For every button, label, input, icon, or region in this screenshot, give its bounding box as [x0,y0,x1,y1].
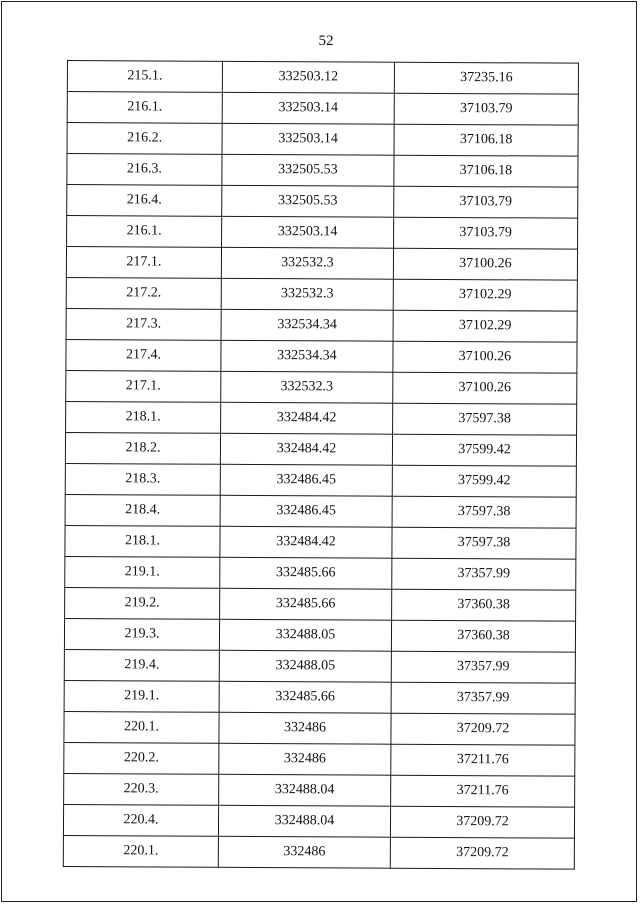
y-coordinate-cell: 37209.72 [390,837,574,869]
x-coordinate-cell: 332532.3 [221,371,393,403]
table-row [65,432,576,466]
x-coordinate-cell: 332486 [219,712,391,744]
y-coordinate-cell: 37106.18 [394,155,578,187]
y-coordinate-cell: 37103.79 [394,93,578,125]
x-coordinate-cell: 332534.34 [221,340,393,372]
x-coordinate-cell: 332488.04 [219,774,391,806]
table-row [67,123,578,157]
y-coordinate-cell: 37103.79 [394,217,578,249]
coordinates-table-wrapper [63,60,578,870]
y-coordinate-cell: 37211.76 [391,744,575,776]
table-row [67,154,578,188]
point-id-cell: 216.1. [67,216,222,248]
table-row [66,247,577,281]
y-coordinate-cell: 37209.72 [391,713,575,745]
y-coordinate-cell: 37597.38 [392,496,576,528]
table-row [67,216,578,250]
point-id-cell: 219.4. [64,649,219,681]
table-row [65,587,576,621]
point-id-cell: 216.4. [67,185,222,217]
table-row [67,185,578,219]
x-coordinate-cell: 332484.42 [221,402,393,434]
table-row [63,835,574,869]
x-coordinate-cell: 332486.45 [220,464,392,496]
x-coordinate-cell: 332488.05 [219,619,391,651]
y-coordinate-cell: 37597.38 [392,527,576,559]
x-coordinate-cell: 332485.66 [220,588,392,620]
x-coordinate-cell: 332503.14 [222,216,394,248]
table-row [64,649,575,683]
point-id-cell: 215.1. [67,61,222,93]
x-coordinate-cell: 332486 [218,836,390,868]
point-id-cell: 219.1. [64,680,219,712]
table-row [66,370,577,404]
x-coordinate-cell: 332505.53 [222,185,394,217]
table-row [65,525,576,559]
table-row [64,773,575,807]
x-coordinate-cell: 332503.12 [222,61,394,93]
point-id-cell: 217.2. [66,277,221,309]
y-coordinate-cell: 37599.42 [392,434,576,466]
x-coordinate-cell: 332534.34 [221,309,393,341]
point-id-cell: 218.4. [65,494,220,526]
y-coordinate-cell: 37103.79 [394,186,578,218]
point-id-cell: 219.3. [64,618,219,650]
point-id-cell: 219.2. [65,587,220,619]
x-coordinate-cell: 332488.04 [218,805,390,837]
y-coordinate-cell: 37235.16 [394,62,578,94]
y-coordinate-cell: 37597.38 [393,403,577,435]
y-coordinate-cell: 37211.76 [391,775,575,807]
x-coordinate-cell: 332532.3 [221,278,393,310]
x-coordinate-cell: 332485.66 [219,681,391,713]
y-coordinate-cell: 37357.99 [391,682,575,714]
table-row [64,618,575,652]
point-id-cell: 216.1. [67,92,222,124]
y-coordinate-cell: 37357.99 [391,651,575,683]
table-row [66,339,577,373]
point-id-cell: 216.2. [67,123,222,155]
point-id-cell: 218.1. [66,401,221,433]
point-id-cell: 217.4. [66,339,221,371]
x-coordinate-cell: 332488.05 [219,650,391,682]
table-row [66,308,577,342]
y-coordinate-cell: 37102.29 [393,310,577,342]
table-row [66,277,577,311]
x-coordinate-cell: 332486.45 [220,495,392,527]
table-row [64,711,575,745]
x-coordinate-cell: 332484.42 [220,433,392,465]
point-id-cell: 220.3. [64,773,219,805]
table-row [64,680,575,714]
x-coordinate-cell: 332485.66 [220,557,392,589]
table-row [65,463,576,497]
point-id-cell: 217.1. [66,370,221,402]
x-coordinate-cell: 332532.3 [221,247,393,279]
point-id-cell: 220.1. [63,835,218,867]
x-coordinate-cell: 332503.14 [222,123,394,155]
coordinates-table [63,60,579,870]
point-id-cell: 219.1. [65,556,220,588]
y-coordinate-cell: 37100.26 [393,248,577,280]
point-id-cell: 220.1. [64,711,219,743]
coordinates-table-body [63,61,578,870]
point-id-cell: 216.3. [67,154,222,186]
point-id-cell: 218.2. [65,432,220,464]
y-coordinate-cell: 37360.38 [392,589,576,621]
x-coordinate-cell: 332484.42 [220,526,392,558]
point-id-cell: 217.3. [66,308,221,340]
y-coordinate-cell: 37360.38 [391,620,575,652]
x-coordinate-cell: 332503.14 [222,92,394,124]
y-coordinate-cell: 37357.99 [392,558,576,590]
point-id-cell: 220.2. [64,742,219,774]
point-id-cell: 220.4. [63,804,218,836]
x-coordinate-cell: 332486 [219,743,391,775]
page-number: 52 [318,33,334,49]
table-row [64,742,575,776]
y-coordinate-cell: 37100.26 [393,372,577,404]
table-row [65,494,576,528]
y-coordinate-cell: 37100.26 [393,341,577,373]
y-coordinate-cell: 37599.42 [392,465,576,497]
point-id-cell: 217.1. [66,247,221,279]
table-row [67,92,578,126]
table-row [65,556,576,590]
point-id-cell: 218.3. [65,463,220,495]
table-row [63,804,574,838]
table-row [67,61,578,95]
y-coordinate-cell: 37102.29 [393,279,577,311]
point-id-cell: 218.1. [65,525,220,557]
y-coordinate-cell: 37106.18 [394,124,578,156]
y-coordinate-cell: 37209.72 [390,806,574,838]
table-row [66,401,577,435]
x-coordinate-cell: 332505.53 [222,154,394,186]
